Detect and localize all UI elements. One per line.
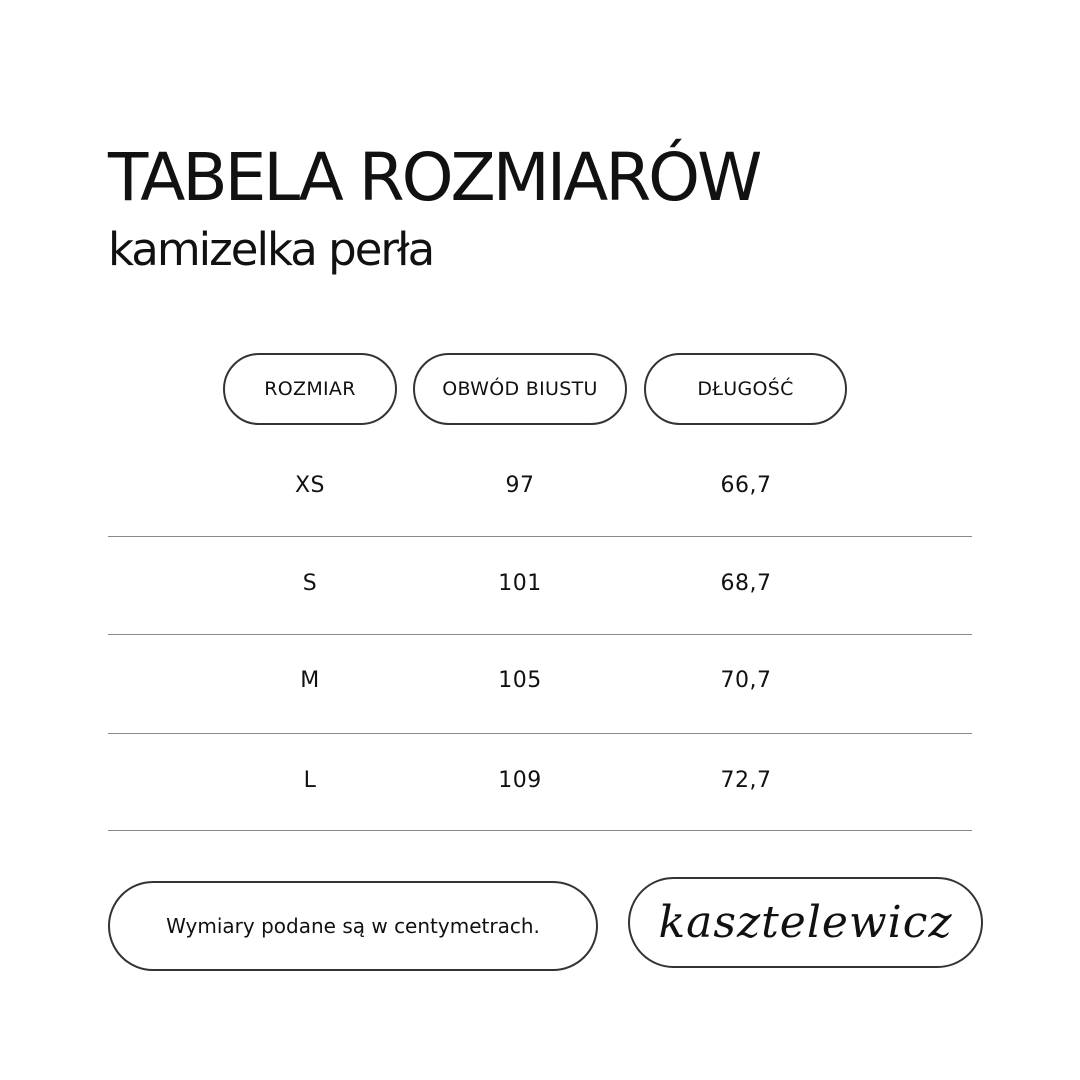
- units-note-text: Wymiary podane są w centymetrach.: [166, 914, 540, 938]
- header-bust: [413, 353, 627, 425]
- row-divider: [108, 536, 972, 537]
- length-cell: 70,7: [720, 668, 772, 693]
- page-title: TABELA ROZMIARÓW: [108, 139, 760, 216]
- length-cell: 66,7: [720, 473, 772, 498]
- size-cell: S: [302, 571, 318, 596]
- product-subtitle: kamizelka perła: [108, 223, 434, 276]
- size-cell: XS: [294, 473, 326, 498]
- bust-cell: 105: [498, 668, 542, 693]
- size-cell: L: [303, 768, 317, 793]
- header-length: [644, 353, 847, 425]
- brand-logo: [628, 877, 983, 968]
- row-divider: [108, 830, 972, 831]
- header-length-label: DŁUGOŚĆ: [697, 378, 794, 400]
- bust-cell: 97: [505, 473, 535, 498]
- bust-cell: 101: [498, 571, 542, 596]
- bust-cell: 109: [498, 768, 542, 793]
- header-size-label: ROZMIAR: [264, 378, 356, 400]
- header-size: [223, 353, 397, 425]
- row-divider: [108, 733, 972, 734]
- units-note: [108, 881, 598, 971]
- size-cell: M: [300, 668, 320, 693]
- row-divider: [108, 634, 972, 635]
- brand-wordmark: kasztelewicz: [658, 897, 953, 948]
- header-bust-label: OBWÓD BIUSTU: [442, 378, 598, 400]
- length-cell: 72,7: [720, 768, 772, 793]
- length-cell: 68,7: [720, 571, 772, 596]
